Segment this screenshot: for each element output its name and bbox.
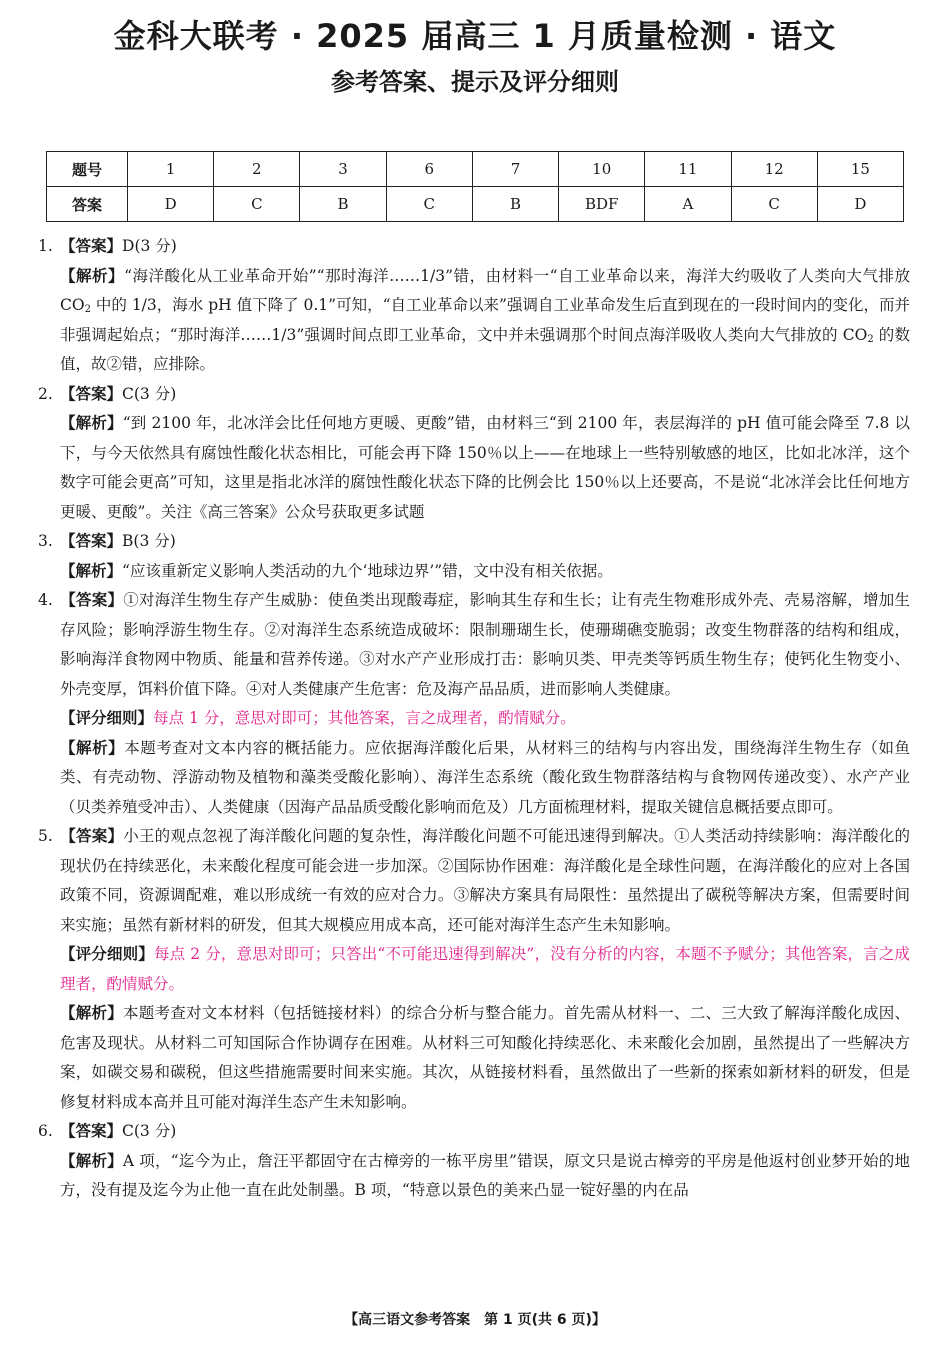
- question-number: 3.: [38, 532, 53, 550]
- answer-label: 【答案】: [60, 591, 124, 609]
- question-cell: 6: [386, 152, 472, 187]
- question-number-row: [47, 152, 904, 187]
- q6-analysis: [38, 1147, 910, 1206]
- answer-cell: B: [300, 187, 386, 222]
- question-cell: 2: [214, 152, 300, 187]
- analysis-text: “应该重新定义影响人类活动的九个‘地球边界’”错，文中没有相关依据。: [122, 561, 613, 580]
- analysis-text: 本题考查对文本内容的概括能力。应依据海洋酸化后果，从材料三的结构与内容出发，围绕海洋生物生存（如鱼类、有壳动物、浮游动物及植物和藻类受酸化影响）、海洋生态系统（酸化致生物群落结构与食物网传递改变）、水产产业（贝类养殖受冲击）、人类健康（因海产品品质受酸化影响而危及）几方面梳理材料，提取关键信息概括要点即可。: [60, 738, 910, 816]
- answer-text: B(3 分): [122, 532, 176, 550]
- answer-cell: D: [817, 187, 903, 222]
- question-cell: 1: [128, 152, 214, 187]
- answer-cell: C: [214, 187, 300, 222]
- rubric-label: 【评分细则】: [60, 945, 154, 963]
- answer-text: ①对海洋生物生存产生威胁：使鱼类出现酸毒症，影响其生存和生长；让有壳生物难形成外壳、壳易溶解，增加生存风险；影响浮游生物生存。②对海洋生态系统造成破坏：限制珊瑚生长，使珊瑚礁变脆弱；改变生物群落的结构和组成，影响海洋食物网中物质、能量和营养传递。③对水产产业形成打击：影响贝类、甲壳类等钙质生物生存；使钙化生物变小、外壳变厚，饵料价值下降。④对人类健康产生危害：危及海产品品质，进而影响人类健康。: [60, 591, 910, 698]
- answer-explanations: [38, 232, 910, 1206]
- q4-rubric: [38, 704, 910, 734]
- answer-row: [47, 187, 904, 222]
- question-number: 1.: [38, 237, 53, 255]
- q1-analysis: [38, 262, 910, 380]
- q5-answer: [38, 822, 910, 940]
- answer-cell: C: [386, 187, 472, 222]
- row-label-question: 题号: [47, 152, 128, 187]
- answer-text: C(3 分): [122, 1122, 177, 1140]
- answer-cell: B: [472, 187, 558, 222]
- analysis-text-part: “海洋酸化从工业革命开始”“那时海洋……1/3”错，由材料一“自工业革命以来，海洋大约吸收了人类向大气排放: [124, 266, 910, 285]
- analysis-label: 【解析】: [60, 561, 123, 580]
- q5-analysis: [38, 999, 910, 1117]
- exam-title: 金科大联考 · 2025 届高三 1 月质量检测 · 语文: [113, 17, 837, 55]
- answer-text: 小王的观点忽视了海洋酸化问题的复杂性，海洋酸化问题不可能迅速得到解决。①人类活动持续影响：海洋酸化的现状仍在持续恶化，未来酸化程度可能会进一步加深。②国际协作困难：海洋酸化是全球性问题，在海洋酸化的应对上各国政策不同，资源调配难，难以形成统一有效的应对合力。③解决方案具有局限性：虽然提出了碳税等解决方案，但需要时间来实施；虽然有新材料的研发，但其大规模应用成本高，还可能对海洋生态产生未知影响。: [60, 827, 910, 934]
- analysis-text: “到 2100 年，北冰洋会比任何地方更暖、更酸”错，由材料三“到 2100 年，表层海洋的 pH 值可能会降至 7.8 以下，与今天依然具有腐蚀性酸化状态相比，可能会再下降 150％以上——在地球上一些特别敏感的地区，比如北冰洋，这个数字可能会更高”可知，这里是指北冰洋的腐蚀性酸化状态下降的比例会比 150％以上还要高，不是说“北冰洋会比任何地方更暖、更酸”。关注《高三答案》公众号获取更多试题: [60, 414, 910, 521]
- rubric-label: 【评分细则】: [60, 709, 154, 727]
- q4-answer: [38, 586, 910, 704]
- answer-label: 【答案】: [60, 827, 124, 845]
- question-number: 5.: [38, 827, 53, 845]
- answer-text: D(3 分): [122, 237, 177, 255]
- rubric-text: 每点 1 分，意思对即可；其他答案，言之成理者，酌情赋分。: [153, 709, 576, 727]
- answer-text: C(3 分): [122, 384, 177, 403]
- analysis-text-part: 中的 1/3，海水 pH 值下降了 0.1”可知，“自工业革命以来”强调自工业革命发生后直到现在的一段时间内的变化，而并非强调起始点；“那时海洋……1/3”强调时间点即工业革命，文中并未强调那个时间点海洋吸收人类向大气排放的: [60, 296, 910, 344]
- q3-analysis: [38, 557, 910, 587]
- q5-rubric: [38, 940, 910, 999]
- exam-subtitle: 参考答案、提示及评分细则: [331, 68, 619, 96]
- answer-cell: C: [731, 187, 817, 222]
- question-number: 6.: [38, 1122, 53, 1140]
- question-cell: 3: [300, 152, 386, 187]
- answer-cell: BDF: [559, 187, 645, 222]
- q1-answer: [38, 232, 910, 262]
- q4-analysis: [38, 734, 910, 823]
- row-label-answer: 答案: [47, 187, 128, 222]
- analysis-label: 【解析】: [60, 266, 125, 285]
- answer-table: [46, 151, 904, 222]
- analysis-label: 【解析】: [60, 1004, 123, 1022]
- analysis-text: 本题考查对文本材料（包括链接材料）的综合分析与整合能力。首先需从材料一、二、三大致了解海洋酸化成因、危害及现状。从材料二可知国际合作协调存在困难。从材料三可知酸化持续恶化、未来酸化会加剧，虽然提出了一些解决方案，如碳交易和碳税，但这些措施需要时间来实施。其次，从链接材料看，虽然做出了一些新的探索如新材料的研发，但是修复材料成本高并且可能对海洋生态产生未知影响。: [60, 1004, 910, 1111]
- analysis-text-part: 的数值，故②错，应排除。: [60, 325, 910, 373]
- question-cell: 10: [559, 152, 645, 187]
- co2-formula: $CO_2$: [842, 325, 874, 345]
- answer-label: 【答案】: [60, 384, 123, 403]
- q3-answer: [38, 527, 910, 557]
- analysis-text: A 项，“迄今为止，詹汪平都固守在古樟旁的一栋平房里”错误，原文只是说古樟旁的平房是他返村创业梦开始的地方，没有提及迄今为止他一直在此处制墨。B 项，“特意以景色的美来凸显一锭好墨的内在品: [60, 1151, 910, 1199]
- question-cell: 12: [731, 152, 817, 187]
- question-cell: 7: [472, 152, 558, 187]
- q2-analysis: [38, 409, 910, 527]
- analysis-label: 【解析】: [60, 1151, 123, 1170]
- analysis-label: 【解析】: [60, 738, 125, 757]
- question-number: 4.: [38, 591, 53, 609]
- answer-label: 【答案】: [60, 532, 123, 550]
- rubric-text: 每点 2 分，意思对即可；只答出“不可能迅速得到解决”，没有分析的内容，本题不予赋分；其他答案，言之成理者，酌情赋分。: [60, 945, 910, 993]
- answer-label: 【答案】: [60, 237, 123, 255]
- question-cell: 15: [817, 152, 903, 187]
- question-number: 2.: [38, 384, 53, 403]
- q2-answer: [38, 380, 910, 410]
- q6-answer: [38, 1117, 910, 1147]
- question-cell: 11: [645, 152, 731, 187]
- analysis-label: 【解析】: [60, 414, 123, 432]
- page-footer: 【高三语文参考答案 第 1 页(共 6 页)】: [344, 1312, 606, 1328]
- co2-formula: $CO_2$: [60, 296, 91, 315]
- answer-cell: A: [645, 187, 731, 222]
- answer-label: 【答案】: [60, 1122, 123, 1140]
- answer-cell: D: [128, 187, 214, 222]
